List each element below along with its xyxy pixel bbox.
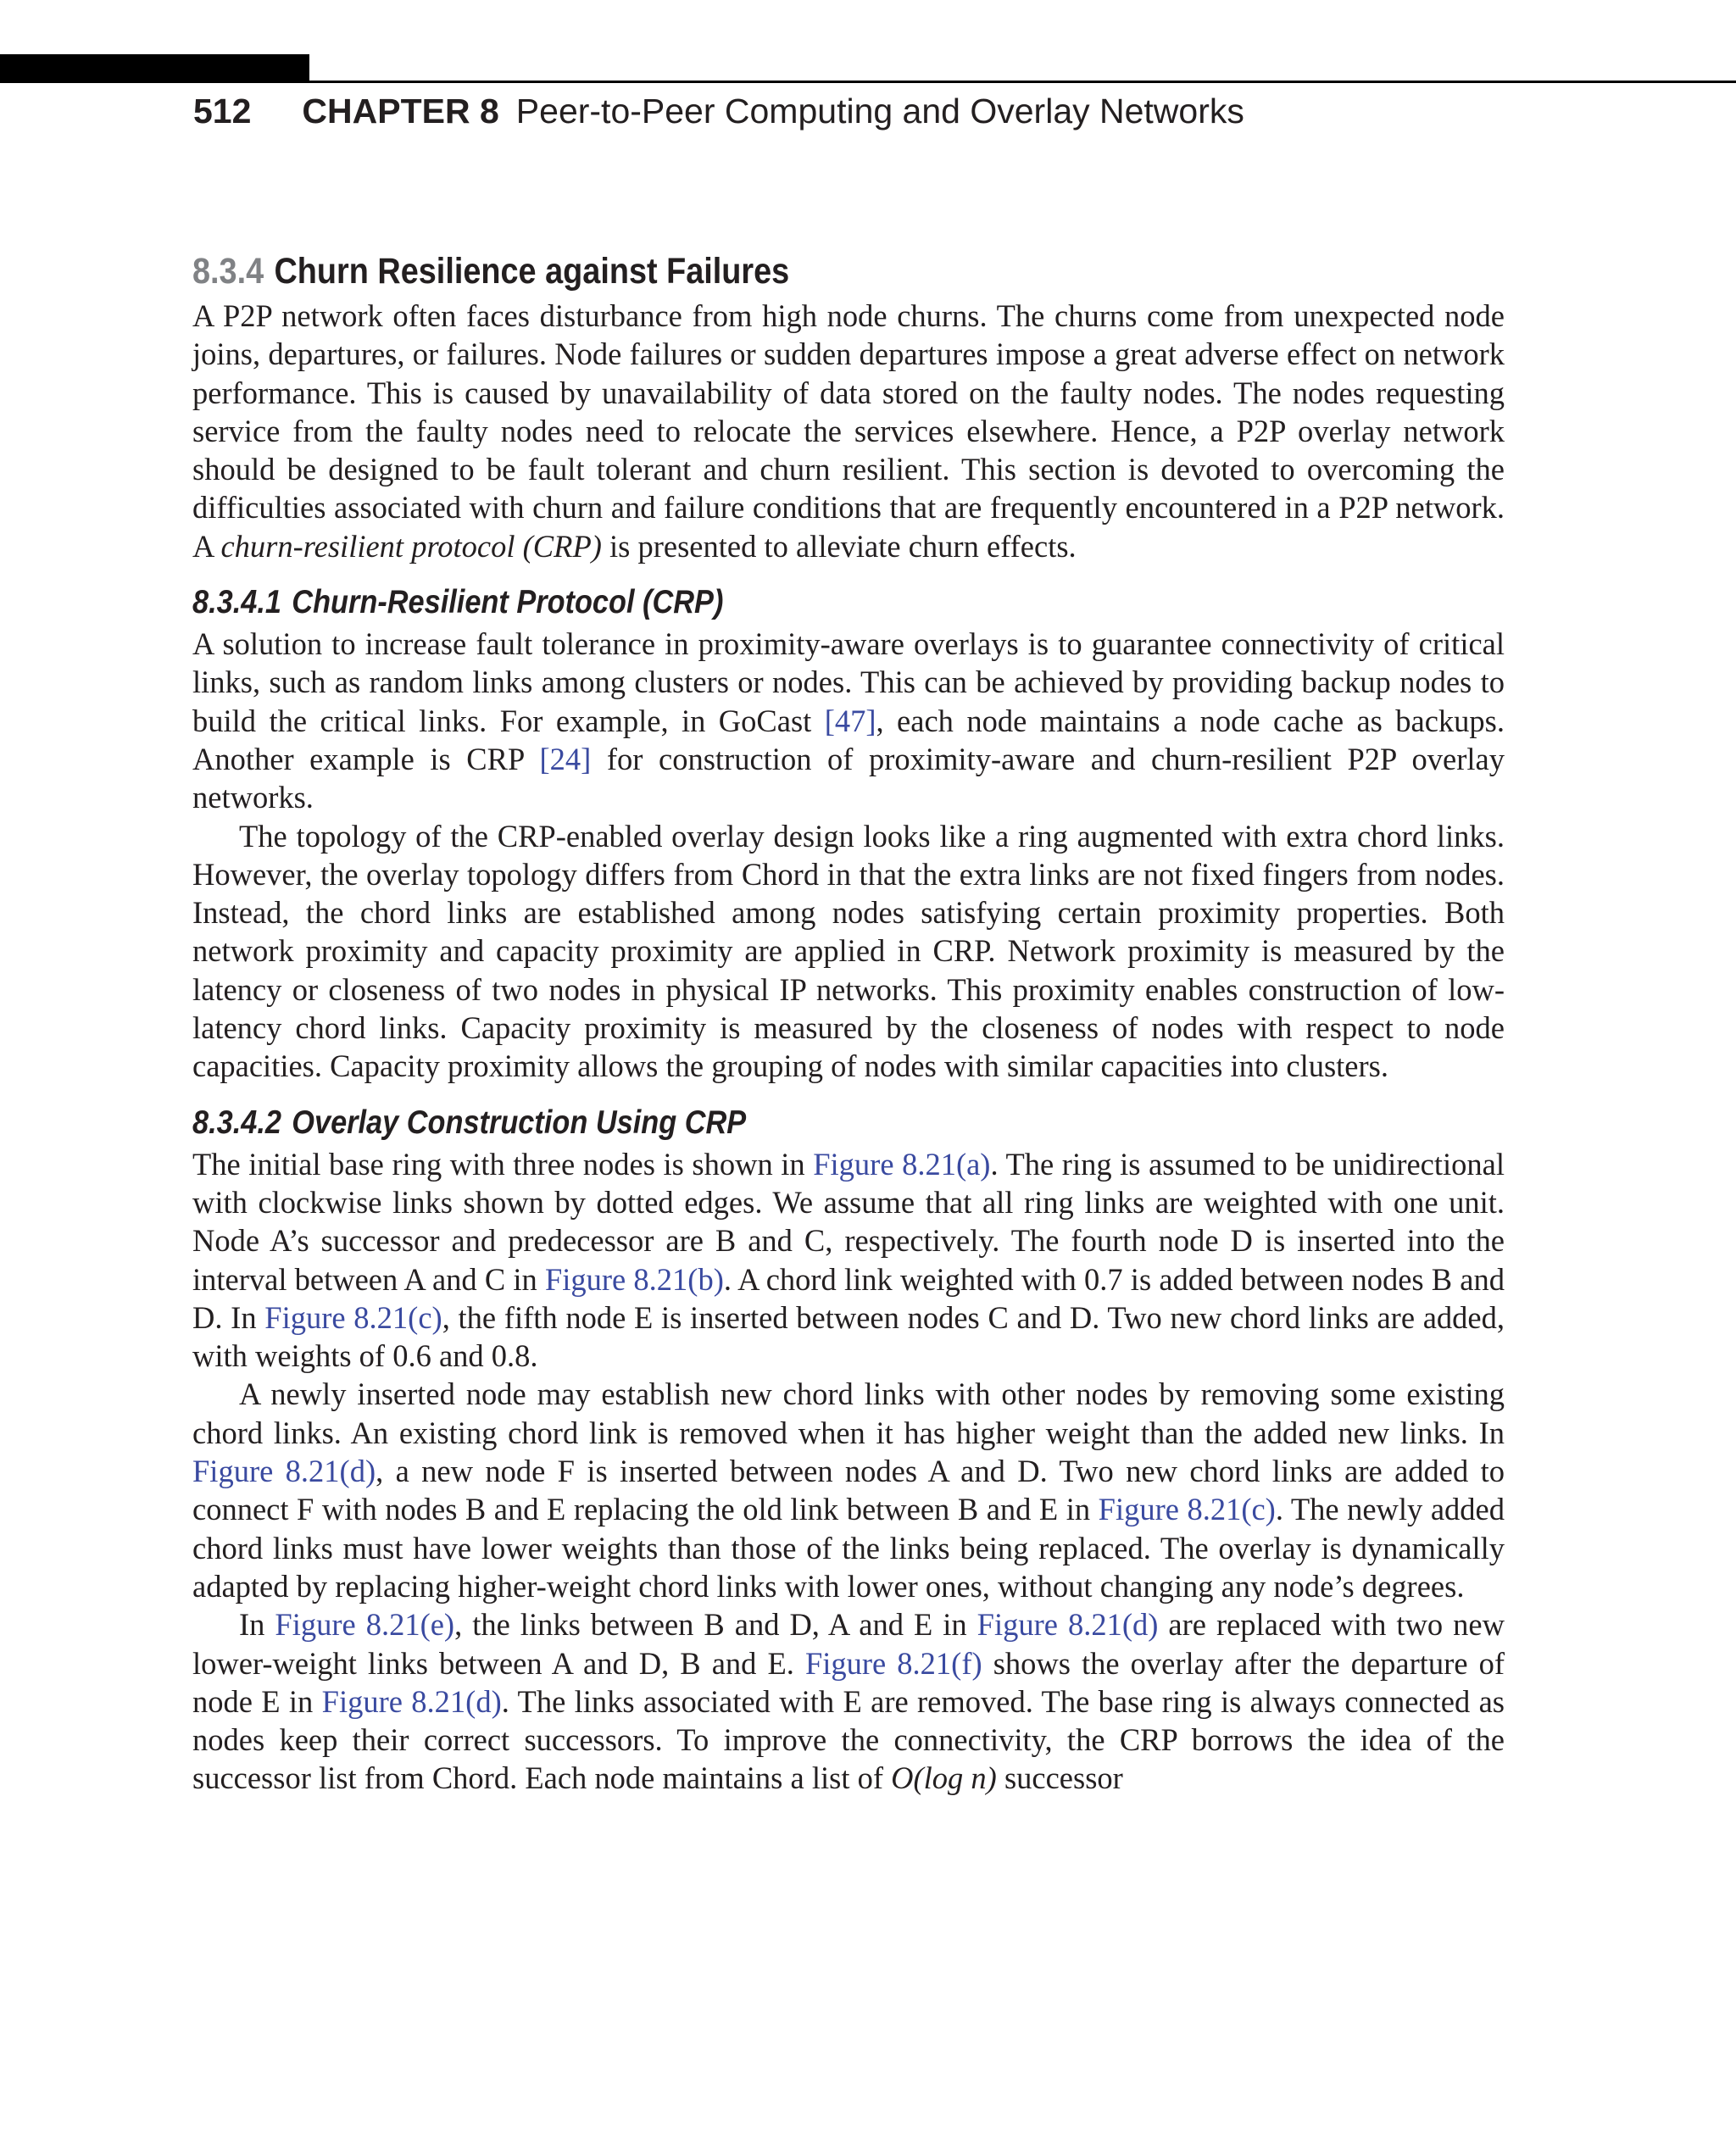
text-run: for construction of proximity-aware and churn-resilient P2P overlay networks. — [192, 741, 1505, 815]
figure-link[interactable]: Figure 8.21(e) — [275, 1607, 455, 1643]
overlay-paragraph-1 — [192, 1145, 1505, 1376]
text-run: is presented to alleviate churn effects. — [601, 528, 1077, 564]
running-head — [193, 92, 1244, 142]
subsection-title: Churn-Resilient Protocol (CRP) — [292, 584, 724, 621]
text-run: . The ring is assumed to be unidirectional with clockwise links shown by dotted edges. We assume that all ring links are weighted with one unit. Node A’s successor and predecessor are B and C, respectively. The fourth node D is inserted into the interval between A and C in — [192, 1146, 1505, 1297]
text-run: . The links associated with E are removed. The base ring is always connected as nodes keep their correct successors. To improve the connectivity, the CRP borrows the idea of the successor list from Chord. Each node maintains a list of — [192, 1683, 1505, 1796]
text-run: The initial base ring with three nodes is shown in — [192, 1146, 814, 1182]
figure-link[interactable]: Figure 8.21(c) — [264, 1299, 442, 1335]
subsection-title: Overlay Construction Using CRP — [292, 1104, 747, 1141]
crp-paragraph-1 — [192, 625, 1505, 816]
text-run: successor — [996, 1760, 1123, 1796]
subsection-heading-crp — [192, 581, 1347, 625]
section-title: Churn Resilience against Failures — [274, 251, 790, 292]
text-run: A newly inserted node may establish new chord links with other nodes by removing some existing chord links. An existing chord link is removed when it has higher weight than the added new links. In — [192, 1376, 1505, 1450]
section-intro-paragraph — [192, 297, 1505, 565]
chapter-label: CHAPTER 8 — [302, 92, 499, 131]
figure-link[interactable]: Figure 8.21(b) — [544, 1261, 724, 1297]
text-run: are replaced with two new lower-weight links between A and D, B and E. — [192, 1607, 1505, 1681]
chapter-title: Peer-to-Peer Computing and Overlay Networks — [515, 92, 1244, 131]
text-run: . A chord link weighted with 0.7 is added between nodes B and D. In — [192, 1261, 1505, 1335]
text-run: , the fifth node E is inserted between nodes C and D. Two new chord links are added, with weights of 0.6 and 0.8. — [192, 1299, 1505, 1374]
text-run: . The newly added chord links must have lower weights than those of the links being replaced. The overlay is dynamically adapted by replacing higher-weight chord links with lower ones, without changing any node’s degrees. — [192, 1492, 1505, 1604]
figure-link[interactable]: Figure 8.21(c) — [1098, 1492, 1276, 1527]
overlay-paragraph-2 — [192, 1375, 1505, 1605]
header-black-bar — [0, 54, 309, 83]
crp-term: churn-resilient protocol (CRP) — [220, 528, 602, 564]
crp-paragraph-2: The topology of the CRP-enabled overlay design looks like a ring augmented with extra chord links. However, the overlay topology differs from Chord in that the extra links are not fixed fingers from nodes. Instead, the chord links are established among nodes satisfying certain proximity properties. Both network proximity and capacity proximity are applied in CRP. Network proximity is measured by the latency or closeness of two nodes in physical IP networks. This proximity enables construction of low-latency chord links. Capacity proximity is measured by the closeness of nodes with respect to node capacities. Capacity proximity allows the grouping of nodes with similar capacities into clusters. — [192, 818, 1505, 1084]
text-run: , a new node F is inserted between nodes A and D. Two new chord links are added to connect F with nodes B and E replacing the old link between B and E in — [192, 1454, 1505, 1527]
text-run: A solution to increase fault tolerance in proximity-aware overlays is to guarantee connectivity of critical links, such as random links among clusters or nodes. This can be achieved by providing backup nodes to build the critical links. For example, in GoCast — [192, 626, 1505, 738]
figure-link[interactable]: Figure 8.21(d) — [192, 1454, 376, 1489]
section-heading — [192, 247, 1347, 295]
subsection-heading-overlay — [192, 1101, 1347, 1145]
page-number: 512 — [193, 92, 252, 131]
section-number: 8.3.4 — [192, 251, 264, 292]
figure-link[interactable]: Figure 8.21(a) — [813, 1146, 991, 1182]
subsection-number: 8.3.4.1 — [192, 584, 281, 621]
text-run: In — [239, 1607, 275, 1643]
text-run: shows the overlay after the departure of node E in — [192, 1645, 1505, 1719]
figure-link[interactable]: Figure 8.21(d) — [976, 1607, 1159, 1643]
figure-link[interactable]: Figure 8.21(d) — [321, 1683, 502, 1719]
text-run: , each node maintains a node cache as backups. Another example is CRP — [192, 703, 1505, 776]
citation-link[interactable]: [24] — [539, 741, 592, 776]
text-run: A P2P network often faces disturbance from high node churns. The churns come from unexpected node joins, departures, or failures. Node failures or sudden departures impose a great adverse effect on network performance. This is caused by unavailability of data stored on the faulty nodes. The nodes requesting service from the faulty nodes need to relocate the services elsewhere. Hence, a P2P overlay network should be designed to be fault tolerant and churn resilient. This section is devoted to overcoming the difficulties associated with churn and failure conditions that are frequently encountered in a P2P network. A — [192, 298, 1505, 564]
overlay-paragraph-3 — [192, 1605, 1505, 1797]
header-rule — [309, 81, 1736, 83]
big-o-expression: O(log n) — [891, 1760, 997, 1796]
citation-link[interactable]: [47] — [824, 703, 876, 738]
figure-link[interactable]: Figure 8.21(f) — [804, 1645, 982, 1681]
page-body — [192, 247, 1505, 1798]
text-run: , the links between B and D, A and E in — [454, 1607, 977, 1643]
subsection-number: 8.3.4.2 — [192, 1104, 281, 1141]
